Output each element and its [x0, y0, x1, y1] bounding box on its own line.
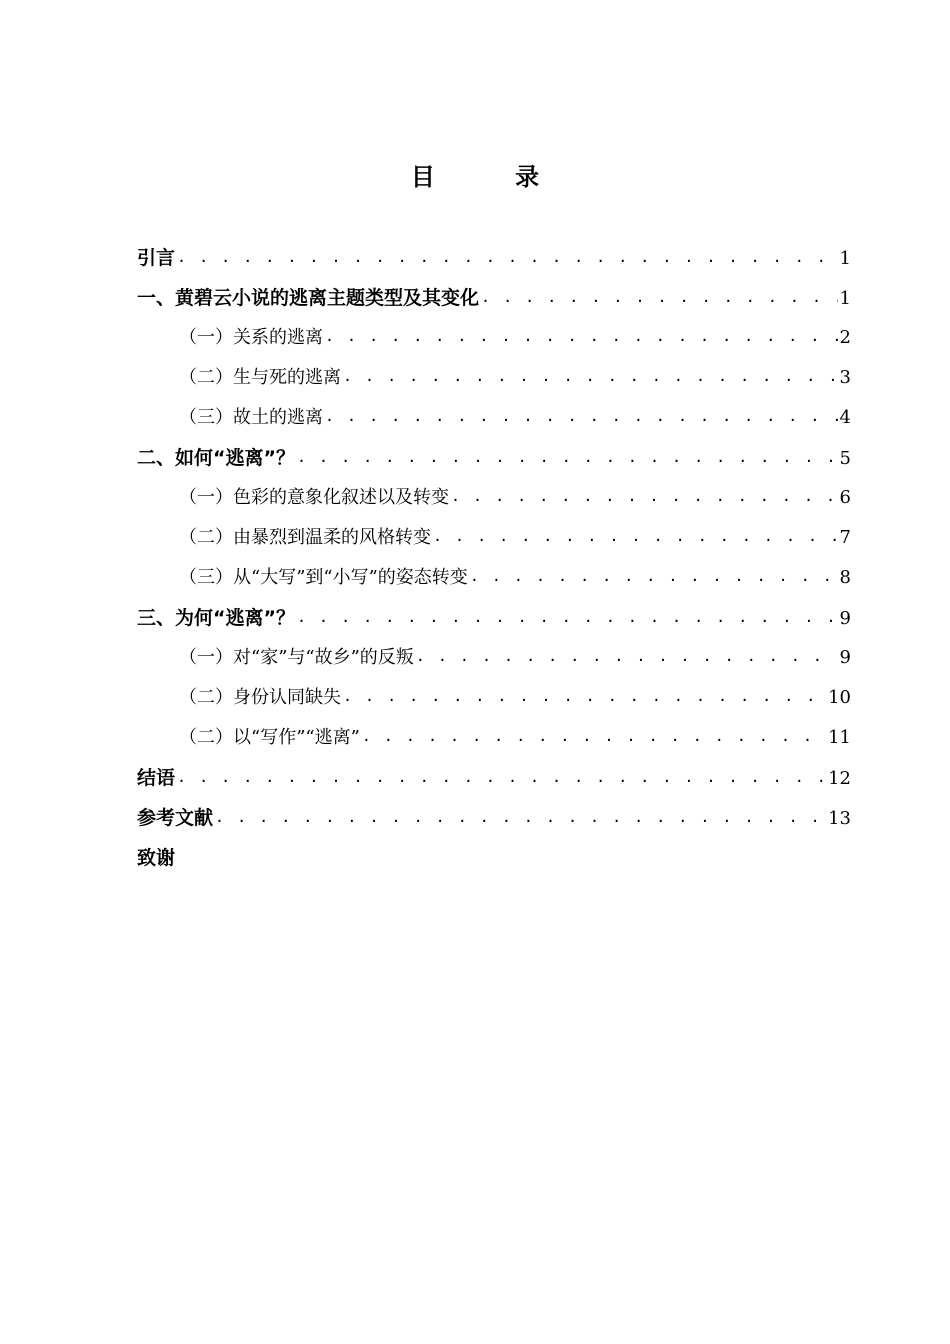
toc-entry-page-number: 13: [828, 808, 851, 829]
toc-entry-label: 结语: [137, 767, 176, 789]
toc-entry[interactable]: [137, 838, 851, 878]
toc-entry-page-number: 10: [828, 687, 851, 708]
toc-dot-leader: [297, 437, 838, 477]
page-title: 目 录: [410, 163, 576, 191]
toc-entry[interactable]: [137, 678, 851, 718]
toc-entry[interactable]: [137, 358, 851, 398]
toc-dot-leader: [451, 476, 838, 516]
toc-entry-label: 引言: [137, 247, 176, 269]
toc-entry-label: 一、黄碧云小说的逃离主题类型及其变化: [137, 287, 480, 309]
toc-dot-leader: [433, 516, 838, 556]
toc-entry-page-number: 2: [839, 327, 851, 348]
toc-entry-page-number: 9: [839, 608, 851, 629]
toc-dot-leader: [416, 636, 838, 676]
toc-entry-page-number: 5: [839, 448, 851, 469]
toc-dot-leader: [177, 237, 838, 277]
table-of-contents: [137, 238, 851, 878]
toc-dot-leader: [362, 716, 826, 756]
toc-entry-label: （一）关系的逃离: [179, 327, 323, 348]
toc-entry-label: （二）由暴烈到温柔的风格转变: [179, 527, 431, 548]
toc-entry-label: （三）从“大写”到“小写”的姿态转变: [179, 567, 468, 588]
toc-dot-leader: [297, 597, 838, 637]
toc-entry-page-number: 8: [839, 567, 851, 588]
toc-dot-leader: [177, 757, 826, 797]
toc-dot-leader: [325, 316, 838, 356]
toc-entry[interactable]: [137, 318, 851, 358]
toc-entry-page-number: 9: [839, 647, 851, 668]
toc-dot-leader: [470, 556, 838, 596]
toc-entry-label: （二）生与死的逃离: [179, 367, 341, 388]
toc-entry-label: 参考文献: [137, 807, 214, 829]
toc-dot-leader: [343, 676, 826, 716]
toc-entry-label: （二）身份认同缺失: [179, 687, 341, 708]
toc-entry-page-number: 1: [839, 288, 851, 309]
toc-entry-label: 致谢: [137, 847, 176, 869]
toc-dot-leader: [343, 356, 838, 396]
toc-entry[interactable]: [137, 278, 851, 318]
toc-entry-page-number: 4: [839, 407, 851, 428]
toc-entry[interactable]: [137, 718, 851, 758]
toc-entry[interactable]: [137, 438, 851, 478]
toc-entry-label: （一）对“家”与“故乡”的反叛: [179, 647, 414, 668]
toc-dot-leader: [215, 797, 826, 837]
toc-entry[interactable]: [137, 398, 851, 438]
toc-entry-page-number: 1: [839, 248, 851, 269]
toc-entry-label: 二、如何“逃离”？: [137, 447, 295, 469]
toc-entry[interactable]: [137, 238, 851, 278]
toc-entry-page-number: 7: [839, 527, 851, 548]
toc-entry-label: 三、为何“逃离”？: [137, 607, 295, 629]
toc-entry[interactable]: [137, 558, 851, 598]
toc-entry[interactable]: [137, 518, 851, 558]
toc-entry[interactable]: [137, 598, 851, 638]
toc-entry-page-number: 11: [828, 727, 851, 748]
toc-entry-label: （二）以“写作”“逃离”: [179, 727, 360, 748]
toc-entry[interactable]: [137, 758, 851, 798]
toc-entry[interactable]: [137, 798, 851, 838]
toc-entry[interactable]: [137, 638, 851, 678]
toc-entry-page-number: 12: [828, 768, 851, 789]
toc-entry-label: （一）色彩的意象化叙述以及转变: [179, 487, 449, 508]
toc-entry-label: （三）故土的逃离: [179, 407, 323, 428]
toc-entry-page-number: 6: [839, 487, 851, 508]
toc-entry[interactable]: [137, 478, 851, 518]
toc-dot-leader: [325, 396, 838, 436]
toc-dot-leader: [481, 277, 838, 317]
toc-entry-page-number: 3: [839, 367, 851, 388]
